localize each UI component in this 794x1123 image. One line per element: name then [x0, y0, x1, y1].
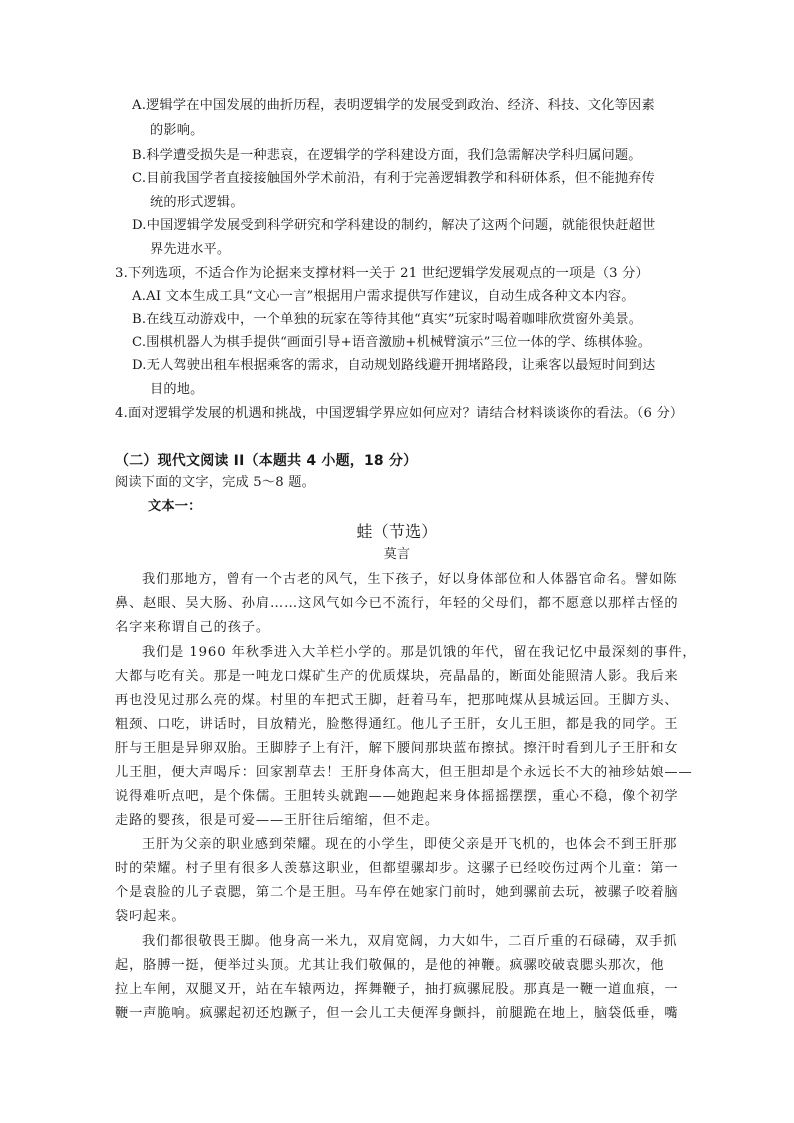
story-line: 起，胳膊一挺，便举过头顶。尤其让我们敬佩的，是他的神鞭。疯骡咬破袁腮头那次，他 — [115, 958, 665, 973]
story-line: 鼻、赵眼、吴大肠、孙肩……这风气如今已不流行，年轻的父母们，都不愿意以那样古怪的 — [115, 596, 679, 611]
section-heading: （二）现代文阅读 II（本题共 4 小题，18 分） — [115, 453, 418, 469]
q3-option-c: C.围棋机器人为棋手提供“画面引导+语音激励+机械臂演示”三位一体的学、练棋体验。 — [132, 335, 652, 350]
q2-option-b: B.科学遭受损失是一种悲哀，在逻辑学的学科建设方面，我们急需解决学科归属问题。 — [132, 148, 642, 163]
story-line: 我们是 1960 年秋季进入大羊栏小学的。那是饥饿的年代，留在我记忆中最深刻的事件， — [142, 645, 697, 660]
story-line: 我们都很敬畏王脚。他身高一米九，双肩宽阔，力大如牛，二百斤重的石碌碡，双手抓 — [142, 934, 678, 949]
q3-option-a: A.AI 文本生成工具“文心一言”根据用户需求提供写作建议，自动生成各种文本内容。 — [132, 289, 635, 304]
q2-option-c-line2: 统的形式逻辑。 — [150, 195, 244, 210]
story-line: 名字来称谓自己的孩子。 — [115, 620, 270, 635]
q2-option-a-line2: 的影响。 — [150, 123, 204, 138]
q3-option-d-line1: D.无人驾驶出租车根据乘客的需求，自动规划路线避开拥堵路段，让乘客以最短时间到达 — [132, 358, 656, 373]
story-line: 再也没见过那么亮的煤。村里的车把式王脚，赶着马车，把那吨煤从县城运回。王脚方头、 — [115, 693, 679, 708]
story-line: 拉上车闸，双腿叉开，站在车辕两边，挥舞鞭子，抽打疯骡屁股。那真是一鞭一道血痕，一 — [115, 982, 679, 997]
story-line: 粗颈、口吃，讲话时，目放精光，脸憋得通红。他儿子王肝，女儿王胆，都是我的同学。王 — [115, 717, 679, 732]
story-line: 走路的婴孩，很是可爱——王肝往后缩缩，但不走。 — [115, 813, 440, 828]
q2-option-d-line2: 界先进水平。 — [150, 242, 231, 257]
story-line: 儿王胆，便大声喝斥：回家割草去！王肝身体高大，但王胆却是个永远长不大的袖珍姑娘—— — [115, 765, 693, 780]
story-line: 我们那地方，曾有一个古老的风气，生下孩子，好以身体部位和人体器官命名。譬如陈 — [142, 572, 678, 587]
story-line: 鞭一声脆响。疯骡起初还尥蹶子，但一会儿工夫便浑身颤抖，前腿跪在地上，脑袋低垂，嘴 — [115, 1006, 679, 1021]
section-instruction: 阅读下面的文字，完成 5～8 题。 — [115, 475, 316, 490]
article-title: 蛙（节选） — [356, 522, 438, 541]
q3-option-d-line2: 目的地。 — [150, 382, 204, 397]
story-line: 王肝为父亲的职业感到荣耀。现在的小学生，即使父亲是开飞机的，也体会不到王肝那 — [142, 837, 678, 852]
q3-stem: 3.下列选项，不适合作为论据来支撑材料一关于 21 世纪逻辑学发展观点的一项是（3 分） — [115, 266, 649, 281]
q2-option-c-line1: C.目前我国学者直接接触国外学术前沿，有利于完善逻辑教学和科研体系，但不能抛弃传 — [132, 171, 655, 186]
story-line: 个是袁脸的儿子袁腮，第二个是王胆。马车停在她家门前时，她到骡前去玩，被骡子咬着脑 — [115, 885, 679, 900]
q4-stem: 4.面对逻辑学发展的机遇和挑战，中国逻辑学界应如何应对？请结合材料谈谈你的看法。（6 分） — [115, 406, 684, 421]
story-line: 肝与王胆是异卵双胎。王脚脖子上有汗，解下腰间那块蓝布擦拭。擦汗时看到儿子王肝和女 — [115, 741, 679, 756]
story-line: 时的荣耀。村子里有很多人羡慕这职业，但都望骡却步。这骡子已经咬伤过两个儿童：第一 — [115, 861, 679, 876]
story-line: 大都与吃有关。那是一吨龙口煤矿生产的优质煤块，亮晶晶的，断面处能照清人影。我后来 — [115, 669, 679, 684]
q2-option-a-line1: A.逻辑学在中国发展的曲折历程，表明逻辑学的发展受到政治、经济、科技、文化等因素 — [132, 98, 655, 113]
q2-option-d-line1: D.中国逻辑学发展受到科学研究和学科建设的制约，解决了这两个问题，就能很快赶超世 — [132, 218, 656, 233]
q3-option-b: B.在线互动游戏中，一个单独的玩家在等待其他“真实”玩家时喝着咖啡欣赏窗外美景。 — [132, 312, 643, 327]
article-author: 莫言 — [383, 547, 411, 562]
text-label: 文本一： — [148, 499, 202, 514]
story-line: 袋叼起来。 — [115, 909, 186, 924]
story-line: 说得难听点吧，是个侏儒。王胆转头就跑——她跑起来身体摇摇摆摆，重心不稳，像个初学 — [115, 789, 679, 804]
